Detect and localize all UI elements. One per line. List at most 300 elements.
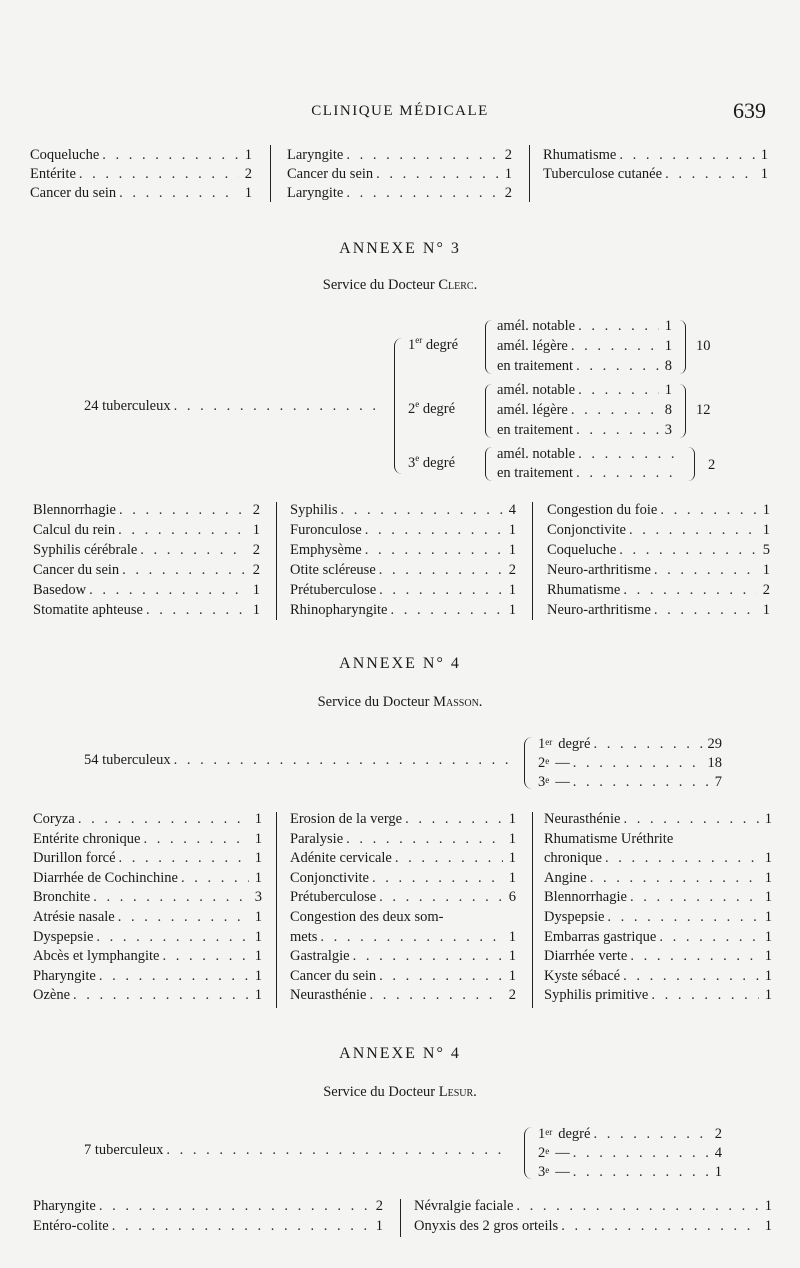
row-count: 1 xyxy=(760,166,768,182)
table-row xyxy=(30,183,252,203)
table-row xyxy=(547,500,770,520)
row-label: Coryza xyxy=(33,811,75,827)
row-count: 1 xyxy=(508,830,516,847)
leader-dots xyxy=(619,540,757,560)
brace xyxy=(524,737,532,789)
table-row xyxy=(33,520,260,540)
table-row xyxy=(33,887,262,907)
row-label: Otite scléreuse xyxy=(290,562,376,578)
annexe3-service xyxy=(0,277,800,294)
row-count: 1 xyxy=(764,889,772,906)
row-label: Neuro-arthritisme xyxy=(547,602,651,618)
degree-count: 4 xyxy=(714,1145,722,1161)
leader-dots xyxy=(379,560,503,580)
big-brace xyxy=(394,338,403,474)
table-row xyxy=(290,887,516,907)
column-divider xyxy=(276,812,277,1008)
leader-dots xyxy=(372,868,503,888)
degree-label: 1er degré xyxy=(538,1126,591,1142)
leader-dots xyxy=(571,400,659,420)
row-label: chronique xyxy=(544,850,602,867)
row-label: Cancer du sein xyxy=(290,967,377,984)
row-count: 1 xyxy=(764,850,772,867)
leader-dots xyxy=(93,887,249,907)
row-count: 1 xyxy=(375,1218,383,1234)
leader-dots xyxy=(619,145,755,165)
table-row xyxy=(33,560,260,580)
row-count: 1 xyxy=(508,948,516,965)
row-label: Rhumatisme xyxy=(543,147,617,163)
row-label: Syphilis cérébrale xyxy=(33,542,138,558)
leader-dots xyxy=(118,907,249,927)
table-row xyxy=(33,927,262,947)
row-count: 1 xyxy=(244,185,252,201)
leader-dots xyxy=(341,500,503,520)
row-count: 6 xyxy=(508,889,516,906)
leader-dots xyxy=(73,985,249,1005)
row-label: Angine xyxy=(544,869,587,886)
row-label: Paralysie xyxy=(290,830,344,847)
table-row xyxy=(497,400,672,420)
column-divider xyxy=(400,1199,401,1237)
table-row xyxy=(547,540,770,560)
degree-label: 1er degré xyxy=(538,736,591,752)
table-row xyxy=(497,380,672,400)
row-count: 1 xyxy=(254,909,262,925)
column-divider xyxy=(529,145,530,202)
annexe3-deg3-total: 2 xyxy=(708,457,716,473)
row-count: 1 xyxy=(764,948,772,965)
table-row xyxy=(290,500,516,520)
row-label: Furonculose xyxy=(290,522,362,538)
table-row xyxy=(414,1216,772,1236)
row-label: amél. légère xyxy=(497,338,568,354)
leader-dots xyxy=(578,316,659,336)
row-label: Kyste sébacé xyxy=(544,967,621,984)
row-count: 1 xyxy=(252,602,260,618)
row-count: 1 xyxy=(508,850,516,867)
table-row xyxy=(33,600,260,620)
leader-dots xyxy=(89,580,247,600)
row-count: 2 xyxy=(252,562,260,578)
row-count: 1 xyxy=(508,811,516,827)
degree-row xyxy=(538,1124,722,1144)
row-count: 2 xyxy=(508,987,516,1004)
leader-dots xyxy=(576,463,679,483)
leader-dots xyxy=(353,946,503,966)
table-row xyxy=(547,560,770,580)
row-count: 1 xyxy=(508,542,516,558)
degree-row xyxy=(538,772,722,792)
column-divider xyxy=(532,502,533,620)
table-row xyxy=(547,520,770,540)
annexe4a-service xyxy=(0,694,800,711)
row-count: 1 xyxy=(764,967,772,984)
row-label: Cancer du sein xyxy=(33,562,120,578)
doctor-name: Clerc. xyxy=(438,277,478,293)
leader-dots xyxy=(78,809,249,829)
row-count: 1 xyxy=(762,522,770,538)
doctor-name: Masson. xyxy=(433,694,483,710)
leader-dots xyxy=(576,356,659,376)
table-row xyxy=(544,829,772,849)
row-label: Rhumatisme xyxy=(547,582,621,598)
row-label: Conjonctivite xyxy=(547,522,626,538)
row-count: 4 xyxy=(508,502,516,518)
leader-dots xyxy=(162,946,249,966)
leader-dots xyxy=(390,600,503,620)
table-row xyxy=(290,829,516,849)
table-row xyxy=(544,946,772,966)
leader-dots xyxy=(630,946,759,966)
leader-dots xyxy=(573,1143,709,1163)
degree-count: 18 xyxy=(707,755,722,771)
leader-dots xyxy=(395,848,503,868)
annexe4b-service xyxy=(0,1084,800,1101)
leader-dots xyxy=(593,734,704,754)
row-label: Dyspepsie xyxy=(33,928,94,945)
row-label: en traitement xyxy=(497,465,574,481)
row-count: 1 xyxy=(254,948,262,965)
row-count: 1 xyxy=(762,502,770,518)
row-count: 1 xyxy=(764,909,772,925)
degree-count: 2 xyxy=(714,1126,722,1142)
row-label: Entérite chronique xyxy=(33,830,141,847)
row-label: Congestion du foie xyxy=(547,502,658,518)
leader-dots xyxy=(365,540,503,560)
tuberculeux-label: 24 tuberculeux xyxy=(84,398,171,414)
table-row xyxy=(290,809,516,829)
table-row xyxy=(290,520,516,540)
leader-dots xyxy=(623,580,757,600)
leader-dots xyxy=(365,520,503,540)
row-label: Atrésie nasale xyxy=(33,909,115,925)
row-count: 1 xyxy=(764,1198,772,1214)
table-row xyxy=(497,420,672,440)
leader-dots xyxy=(405,809,503,829)
row-count: 2 xyxy=(508,562,516,578)
table-row xyxy=(290,560,516,580)
leader-dots xyxy=(573,753,705,773)
table-row xyxy=(547,600,770,620)
leader-dots xyxy=(119,848,249,868)
leader-dots xyxy=(578,444,679,464)
degree-row xyxy=(538,734,722,754)
degree-count: 1 xyxy=(714,1164,722,1180)
leader-dots xyxy=(573,772,709,792)
row-label: Emphysème xyxy=(290,542,362,558)
table-row xyxy=(290,985,516,1005)
service-prefix: Service du Docteur xyxy=(317,694,430,710)
leader-dots xyxy=(379,887,503,907)
row-count: 8 xyxy=(664,358,672,374)
degree-count: 7 xyxy=(714,774,722,790)
degree-row xyxy=(538,1143,722,1163)
leader-dots xyxy=(140,540,247,560)
row-label: Diarrhée de Cochinchine xyxy=(33,869,178,886)
leader-dots xyxy=(651,985,759,1005)
table-row xyxy=(544,907,772,927)
row-count: 1 xyxy=(764,869,772,886)
leader-dots xyxy=(99,966,249,986)
table-row xyxy=(33,1196,383,1216)
leader-dots xyxy=(379,966,503,986)
leader-dots xyxy=(629,520,757,540)
row-label: Coqueluche xyxy=(547,542,617,558)
leader-dots xyxy=(624,809,760,829)
table-row xyxy=(290,868,516,888)
annexe3-deg1-total: 10 xyxy=(696,338,711,354)
leader-dots xyxy=(112,1216,370,1236)
row-label: amél. notable xyxy=(497,382,576,398)
row-label: Erosion de la verge xyxy=(290,811,403,827)
annexe3-deg2-total: 12 xyxy=(696,402,711,418)
table-row xyxy=(543,164,768,184)
row-label: amél. notable xyxy=(497,318,576,334)
leader-dots xyxy=(346,183,499,203)
table-row xyxy=(33,829,262,849)
annexe3-title: ANNEXE N° 3 xyxy=(339,240,461,257)
table-row xyxy=(544,868,772,888)
table-row xyxy=(33,946,262,966)
leader-dots xyxy=(166,1140,509,1160)
table-row xyxy=(290,946,516,966)
row-count: 2 xyxy=(252,502,260,518)
tuberculeux-label: 7 tuberculeux xyxy=(84,1142,164,1158)
row-label: Laryngite xyxy=(287,147,344,163)
table-row xyxy=(290,580,516,600)
table-row xyxy=(497,444,692,464)
annexe3-deg3-label: 3e degré xyxy=(408,453,456,471)
leader-dots xyxy=(573,1162,709,1182)
row-label: Congestion des deux som- xyxy=(290,909,444,925)
row-label: Conjonctivite xyxy=(290,869,369,886)
table-row xyxy=(33,966,262,986)
table-row xyxy=(33,868,262,888)
row-count: 5 xyxy=(762,542,770,558)
row-count: 1 xyxy=(764,928,772,945)
row-count: 1 xyxy=(760,147,768,163)
row-label: Cancer du sein xyxy=(287,166,374,182)
row-label: Rhumatisme Uréthrite xyxy=(544,830,674,847)
table-row xyxy=(497,316,672,336)
row-count: 1 xyxy=(254,850,262,867)
degree-label: 2e — xyxy=(538,1145,570,1161)
row-count: 1 xyxy=(504,166,512,182)
row-label: Abcès et lymphangite xyxy=(33,948,160,965)
table-row xyxy=(547,580,770,600)
table-row xyxy=(33,907,262,927)
row-label: amél. notable xyxy=(497,446,576,462)
row-label: Névralgie faciale xyxy=(414,1198,514,1214)
service-prefix: Service du Docteur xyxy=(322,277,435,293)
brace xyxy=(485,447,492,481)
row-count: 1 xyxy=(252,582,260,598)
row-label: Pharyngite xyxy=(33,1198,96,1214)
table-row xyxy=(33,1216,383,1236)
leader-dots xyxy=(630,887,759,907)
leader-dots xyxy=(102,145,239,165)
row-label: Embarras gastrique xyxy=(544,928,657,945)
row-count: 1 xyxy=(762,602,770,618)
row-count: 1 xyxy=(508,869,516,886)
row-count: 3 xyxy=(664,422,672,438)
leader-dots xyxy=(654,600,757,620)
leader-dots xyxy=(119,500,247,520)
row-label: en traitement xyxy=(497,358,574,374)
table-row xyxy=(287,164,512,184)
leader-dots xyxy=(623,966,759,986)
page-number: 639 xyxy=(733,98,766,123)
leader-dots xyxy=(119,183,239,203)
row-count: 1 xyxy=(664,318,672,334)
degree-row xyxy=(538,1162,722,1182)
row-count: 1 xyxy=(254,967,262,984)
table-row xyxy=(497,463,692,483)
row-count: 1 xyxy=(764,811,772,827)
brace xyxy=(485,320,492,374)
row-label: Tuberculose cutanée xyxy=(543,166,663,182)
table-row xyxy=(497,336,672,356)
row-label: Calcul du rein xyxy=(33,522,116,538)
degree-label: 3e — xyxy=(538,1164,570,1180)
running-header: CLINIQUE MÉDICALE xyxy=(311,103,489,119)
brace xyxy=(679,320,686,374)
table-row xyxy=(33,500,260,520)
leader-dots xyxy=(146,600,247,620)
row-label: Rhinopharyngite xyxy=(290,602,388,618)
table-row xyxy=(543,145,768,165)
table-row xyxy=(497,356,672,376)
row-count: 2 xyxy=(244,166,252,182)
column-divider xyxy=(270,145,271,202)
table-row xyxy=(33,580,260,600)
row-label: Blennorrhagie xyxy=(544,889,627,906)
table-row xyxy=(30,164,252,184)
row-label: Neuro-arthritisme xyxy=(547,562,651,578)
row-count: 1 xyxy=(254,869,262,886)
table-row xyxy=(544,966,772,986)
row-count: 1 xyxy=(508,967,516,984)
row-label: Entéro-colite xyxy=(33,1218,109,1234)
leader-dots xyxy=(561,1216,759,1236)
leader-dots xyxy=(605,848,759,868)
row-label: Basedow xyxy=(33,582,87,598)
row-count: 2 xyxy=(252,542,260,558)
leader-dots xyxy=(665,164,755,184)
table-row xyxy=(290,927,516,947)
row-count: 3 xyxy=(254,889,262,906)
row-count: 1 xyxy=(254,811,262,827)
annexe3-deg1-label: 1er degré xyxy=(408,335,459,353)
row-label: Bronchite xyxy=(33,889,91,906)
leader-dots xyxy=(571,336,659,356)
row-label: Syphilis primitive xyxy=(544,987,649,1004)
row-label: Syphilis xyxy=(290,502,338,518)
row-count: 2 xyxy=(375,1198,383,1214)
leader-dots xyxy=(578,380,659,400)
table-row xyxy=(33,848,262,868)
row-label: Neurasthénie xyxy=(544,811,621,827)
degree-count: 29 xyxy=(707,736,722,752)
annexe3-tuberculeux-row xyxy=(84,396,384,416)
row-label: Gastralgie xyxy=(290,948,350,965)
column-divider xyxy=(276,502,277,620)
row-count: 2 xyxy=(762,582,770,598)
table-row xyxy=(290,600,516,620)
brace xyxy=(679,384,686,438)
row-count: 1 xyxy=(254,830,262,847)
row-label: Adénite cervicale xyxy=(290,850,392,867)
leader-dots xyxy=(346,829,503,849)
brace xyxy=(524,1127,532,1179)
row-label: Diarrhée verte xyxy=(544,948,628,965)
row-count: 1 xyxy=(762,562,770,578)
leader-dots xyxy=(320,927,503,947)
row-count: 1 xyxy=(252,522,260,538)
table-row xyxy=(544,985,772,1005)
row-label: Ozène xyxy=(33,987,71,1004)
leader-dots xyxy=(516,1196,759,1216)
table-row xyxy=(544,809,772,829)
row-label: Stomatite aphteuse xyxy=(33,602,143,618)
leader-dots xyxy=(379,580,503,600)
row-label: Coqueluche xyxy=(30,147,100,163)
table-row xyxy=(33,985,262,1005)
row-label: Durillon forcé xyxy=(33,850,116,867)
annexe4b-title: ANNEXE N° 4 xyxy=(339,1045,461,1062)
row-count: 2 xyxy=(504,185,512,201)
leader-dots xyxy=(590,868,759,888)
degree-label: 3e — xyxy=(538,774,570,790)
row-label: Pharyngite xyxy=(33,967,96,984)
row-count: 1 xyxy=(664,338,672,354)
table-row xyxy=(290,907,516,927)
table-row xyxy=(30,145,252,165)
leader-dots xyxy=(174,396,381,416)
table-row xyxy=(33,809,262,829)
leader-dots xyxy=(79,164,239,184)
leader-dots xyxy=(118,520,247,540)
annexe4a-title: ANNEXE N° 4 xyxy=(339,655,461,672)
row-count: 2 xyxy=(504,147,512,163)
leader-dots xyxy=(99,1196,370,1216)
row-count: 1 xyxy=(508,602,516,618)
leader-dots xyxy=(346,145,499,165)
table-row xyxy=(287,183,512,203)
leader-dots xyxy=(181,868,249,888)
row-label: Dyspepsie xyxy=(544,909,605,925)
degree-label: 2e — xyxy=(538,755,570,771)
table-row xyxy=(414,1196,772,1216)
row-label: Laryngite xyxy=(287,185,344,201)
row-count: 1 xyxy=(508,928,516,945)
row-count: 1 xyxy=(664,382,672,398)
table-row xyxy=(287,145,512,165)
tuberculeux-label: 54 tuberculeux xyxy=(84,752,171,768)
row-label: Prétuberculose xyxy=(290,889,377,906)
row-count: 1 xyxy=(244,147,252,163)
row-count: 1 xyxy=(254,987,262,1004)
table-row xyxy=(544,927,772,947)
row-label: Neurasthénie xyxy=(290,987,367,1004)
row-count: 1 xyxy=(508,522,516,538)
leader-dots xyxy=(122,560,247,580)
row-count: 1 xyxy=(254,928,262,945)
leader-dots xyxy=(654,560,757,580)
annexe4a-tuberculeux-row xyxy=(84,750,512,770)
annexe3-deg2-label: 2e degré xyxy=(408,399,456,417)
